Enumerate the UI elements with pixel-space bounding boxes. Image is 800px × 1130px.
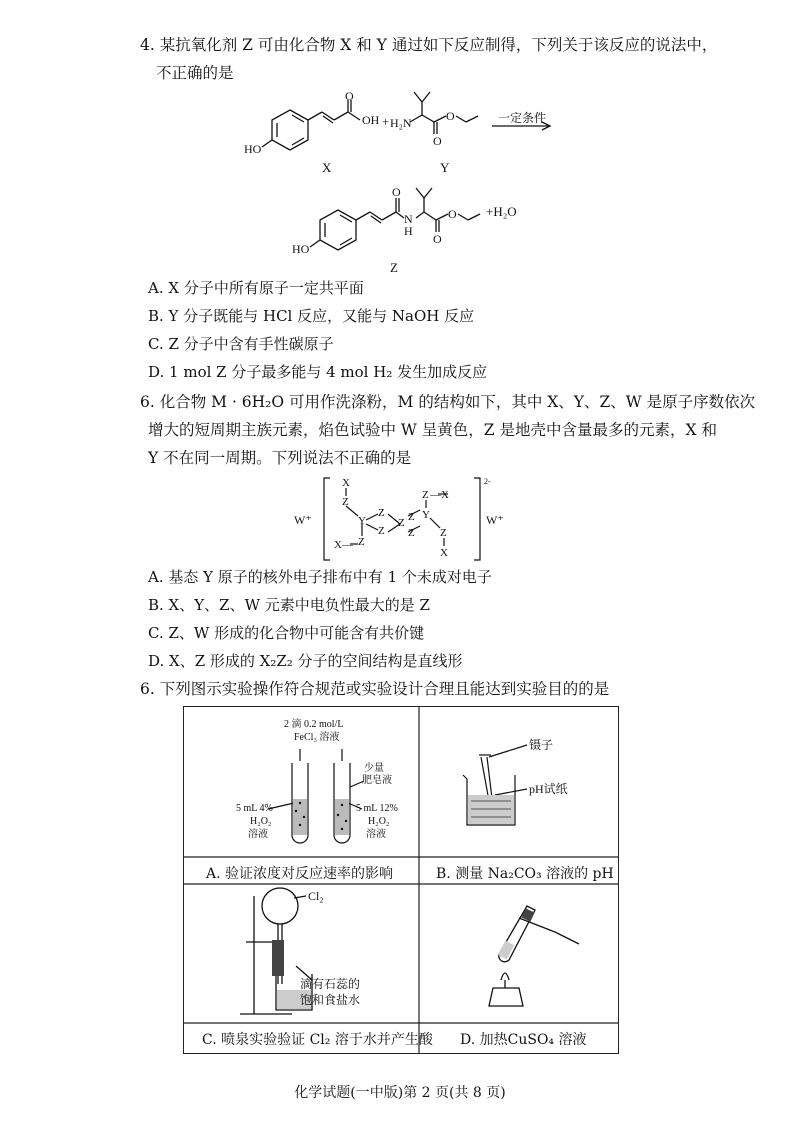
q4-option-a: A. X 分子中所有原子一定共平面 <box>148 279 364 297</box>
svg-text:O: O <box>392 185 401 199</box>
q6-stem: 6. 下列图示实验操作符合规范或实验设计合理且能达到实验目的的是 <box>140 680 610 698</box>
svg-text:O: O <box>433 232 442 246</box>
q5-stem-line2: 增大的短周期主族元素，焰色试验中 W 呈黄色，Z 是地壳中含量最多的元素，X 和 <box>148 421 717 439</box>
q5-stem-line3: Y 不在同一周期。下列说法不正确的是 <box>148 449 412 467</box>
b-tweezers-label: 镊子 <box>529 738 554 752</box>
cation-left: W⁺ <box>294 513 312 527</box>
c-solution-label-2: 饱和食盐水 <box>300 993 361 1007</box>
q4-option-d: D. 1 mol Z 分子最多能与 4 mol H₂ 发生加成反应 <box>148 363 488 381</box>
q4-option-c: C. Z 分子中含有手性碳原子 <box>148 335 334 353</box>
anion-charge: 2- <box>484 477 491 486</box>
label-z: Z <box>390 260 398 275</box>
reaction-condition: 一定条件 <box>498 111 547 125</box>
svg-text:Z: Z <box>408 527 415 539</box>
a-right-3: 溶液 <box>366 829 386 840</box>
svg-text:Z: Z <box>398 517 405 529</box>
q4-stem-line1: 4. 某抗氧化剂 Z 可由化合物 X 和 Y 通过如下反应制得，下列关于该反应的说法中， <box>140 36 718 54</box>
q5-option-a: A. 基态 Y 原子的核外电子排布中有 1 个未成对电子 <box>148 568 492 586</box>
svg-text:N: N <box>404 212 413 226</box>
a-left-3: 溶液 <box>248 829 268 840</box>
svg-text:X: X <box>342 477 350 489</box>
q5-option-d: D. X、Z 形成的 X₂Z₂ 分子的空间结构是直线形 <box>148 652 463 670</box>
q4-stem-line2: 不正确的是 <box>156 64 234 82</box>
a-soap-2: 肥皂液 <box>362 775 392 786</box>
svg-text:Z: Z <box>440 527 447 539</box>
svg-text:HO: HO <box>244 142 262 156</box>
svg-text:Z: Z <box>378 525 385 537</box>
svg-text:Z: Z <box>358 536 365 548</box>
panel-b-beaker <box>419 707 618 857</box>
b-ph-paper-label: pH试纸 <box>529 782 568 796</box>
svg-text:X: X <box>440 547 448 559</box>
svg-text:Y: Y <box>422 509 430 521</box>
cation-right: W⁺ <box>486 513 504 527</box>
svg-text:H₂N: H₂N <box>390 116 412 130</box>
svg-text:Y: Y <box>358 515 366 527</box>
svg-text:Z: Z <box>342 496 349 508</box>
label-x: X <box>322 160 332 175</box>
svg-text:Z: Z <box>378 507 385 519</box>
a-reagent-top1: 2 滴 0.2 mol/L <box>284 719 344 730</box>
caption-b: B. 测量 Na₂CO₃ 溶液的 pH <box>436 866 614 882</box>
a-right-1: 5 mL 12% <box>356 803 398 814</box>
svg-text:O: O <box>448 207 457 221</box>
q6-figure-grid <box>183 706 619 1054</box>
plus-sign: + <box>382 114 390 129</box>
a-right-2: H₂O₂ <box>368 816 390 827</box>
caption-c: C. 喷泉实验验证 Cl₂ 溶于水并产生酸 <box>202 1032 433 1048</box>
svg-text:Z: Z <box>422 489 429 501</box>
c-gas-label: Cl₂ <box>308 889 324 903</box>
svg-text:X—: X— <box>334 539 353 551</box>
svg-text:H: H <box>404 224 413 238</box>
q5-stem-line1: 6. 化合物 M · 6H₂O 可用作洗涤粉，M 的结构如下，其中 X、Y、Z、W 是原子序数依次 <box>140 393 756 411</box>
panel-d-heating-tube <box>419 884 618 1023</box>
q4-reaction-scheme <box>230 90 630 275</box>
svg-text:Z: Z <box>408 511 415 523</box>
svg-text:—X: —X <box>430 489 449 501</box>
page-footer: 化学试题(一中版)第 2 页(共 8 页) <box>294 1085 506 1101</box>
panel-a-test-tubes <box>184 707 419 857</box>
label-y: Y <box>440 160 450 175</box>
caption-a: A. 验证浓度对反应速率的影响 <box>206 866 394 882</box>
panel-c-fountain-apparatus <box>184 884 419 1023</box>
a-left-1: 5 mL 4% <box>236 803 273 814</box>
svg-text:HO: HO <box>292 242 310 256</box>
svg-text:O: O <box>433 134 442 148</box>
q4-option-b: B. Y 分子既能与 HCl 反应，又能与 NaOH 反应 <box>148 307 475 325</box>
c-solution-label-1: 滴有石蕊的 <box>300 977 361 991</box>
q5-option-c: C. Z、W 形成的化合物中可能含有共价键 <box>148 624 425 642</box>
water-product: +H₂O <box>486 204 517 219</box>
svg-text:OH: OH <box>362 113 380 127</box>
q5-structure <box>290 474 520 564</box>
svg-text:O: O <box>345 90 354 103</box>
q5-option-b: B. X、Y、Z、W 元素中电负性最大的是 Z <box>148 596 430 614</box>
svg-text:O: O <box>446 109 455 123</box>
a-reagent-top2: FeCl₃ 溶液 <box>294 732 340 743</box>
a-soap-1: 少量 <box>364 763 384 774</box>
caption-d: D. 加热CuSO₄ 溶液 <box>460 1032 587 1048</box>
a-left-2: H₂O₂ <box>250 816 272 827</box>
